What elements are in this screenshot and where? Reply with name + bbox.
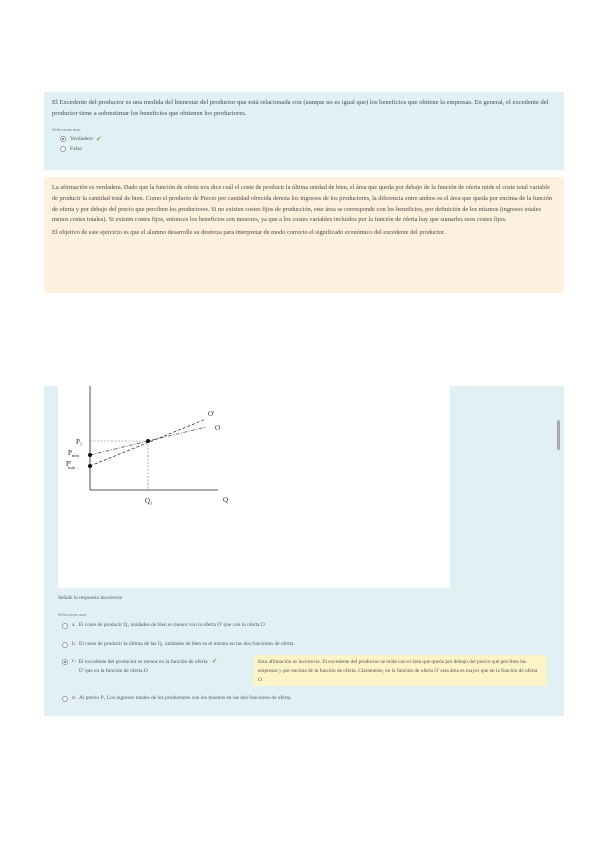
radio-verdadero[interactable] (60, 136, 66, 142)
point-equilibrium (146, 439, 150, 443)
label-o-prime: O' (208, 410, 215, 418)
point-pmin (88, 453, 92, 457)
answer-c-letter: c. (72, 658, 76, 664)
label-pmin (68, 449, 80, 458)
answer-d-letter: d. (72, 695, 77, 701)
answer-c-feedback: Esta afirmación es incorrecta. El excedente del productor se mide con el área que queda por debajo del precio que perciben las empresas y por encima de la función de oferta. Claramente, en la función de oferta O' esta área es mayor que en la función de oferta O. (253, 655, 547, 686)
radio-falso[interactable] (60, 146, 66, 152)
check-icon: ✔ (95, 135, 102, 143)
question-2-prompt: Señale la respuesta incorrecta (58, 595, 122, 601)
feedback-1-paragraph-1: La afirmación es verdadera. Dado que la función de oferta nos dice cuál el coste de producir la última unidad de bien, el área que queda por debajo de la función de oferta mide el coste total variable de producir la cantidad total de bien. Como el producto de Precio por cantidad ofrecida denota los ingresos de los productores, la diferencia entre ambos es el área que queda por encima de la función de oferta y por debajo del precio que perciben los productores. Si no existen costes fijos de producción, este área se corresponde con los beneficios, por definición de los mismos (ingresos totales menos costes totales). Si existen costes fijos, entonces los beneficios son menores, ya que a los costes variables incluidos por la función de oferta hay que sumarles esos costes fijos. (52, 184, 553, 224)
supply-graph-container (58, 386, 450, 588)
answer-a[interactable] (62, 621, 265, 630)
option-verdadero[interactable] (60, 135, 556, 143)
feedback-1-paragraph-2: El objetivo de este ejercicio es que el alumno desarrolle su destreza para interpretar de modo correcto el significado económico del excedente del productor. (52, 229, 446, 237)
question-1-panel (44, 92, 564, 170)
point-pmin-prime (88, 464, 92, 468)
label-pmin-sub: mín (71, 453, 79, 458)
answer-c-text (79, 657, 218, 676)
label-pmin-prime (66, 460, 76, 470)
answer-a-text: El coste de producir Q₁ unidades de bien es menor con la oferta O' que con la oferta O (78, 622, 265, 628)
question-1-feedback (44, 177, 564, 293)
radio-answer-d[interactable] (62, 696, 68, 702)
answer-b-text: El coste de producir la última de las Q₁ unidades de bien es el mismo en las dos funciones de oferta. (79, 641, 295, 647)
answer-b-letter: b. (72, 641, 77, 647)
answer-a-letter: a. (72, 622, 76, 628)
answer-c-text-line1: El excedente del productor es menor en la función de oferta (78, 659, 208, 665)
answer-d-text: Al precio P₁ Los ingresos totales de los productores son los mismos en las dos funciones de oferta. (79, 695, 292, 701)
label-pmin-main: P (68, 449, 72, 457)
label-q1-main: Q (145, 497, 151, 505)
label-q1-sub: 1 (150, 500, 153, 506)
label-pmin-prime-sub: mín (68, 465, 76, 470)
scrollbar-thumb[interactable] (557, 420, 560, 450)
answer-d[interactable] (62, 694, 292, 703)
answer-c[interactable] (62, 657, 217, 676)
label-p1-main: P (76, 438, 80, 446)
supply-graph (58, 386, 450, 588)
option-falso[interactable] (60, 146, 556, 152)
label-pmin-prime-main: P' (66, 460, 72, 468)
option-verdadero-label: Verdadero (70, 136, 93, 142)
question-2-select-label: Seleccione una: (58, 612, 87, 617)
question-1-select-label: Seleccione una: (52, 127, 81, 132)
label-q: Q (223, 496, 229, 504)
label-q1 (145, 497, 152, 506)
option-falso-label: Falso (70, 146, 83, 152)
label-p1-sub: 1 (79, 441, 83, 447)
radio-answer-b[interactable] (62, 642, 68, 648)
label-o: O (215, 424, 221, 432)
radio-answer-a[interactable] (62, 623, 68, 629)
label-p1 (76, 438, 82, 447)
check-icon: ✔ (211, 657, 218, 665)
radio-answer-c[interactable] (62, 659, 68, 665)
question-1-text: El Excedente del productor es una medida del bienestar del productor que está relacionada con (aunque no es igual que) los beneficios que obtiene la empresas. En general, el excedente del productor tiene a sobrestimar los beneficios que obtienen los productores. (52, 99, 549, 117)
answer-c-text-line2: O' que en la función de oferta O (78, 668, 148, 674)
answer-b[interactable] (62, 640, 295, 649)
